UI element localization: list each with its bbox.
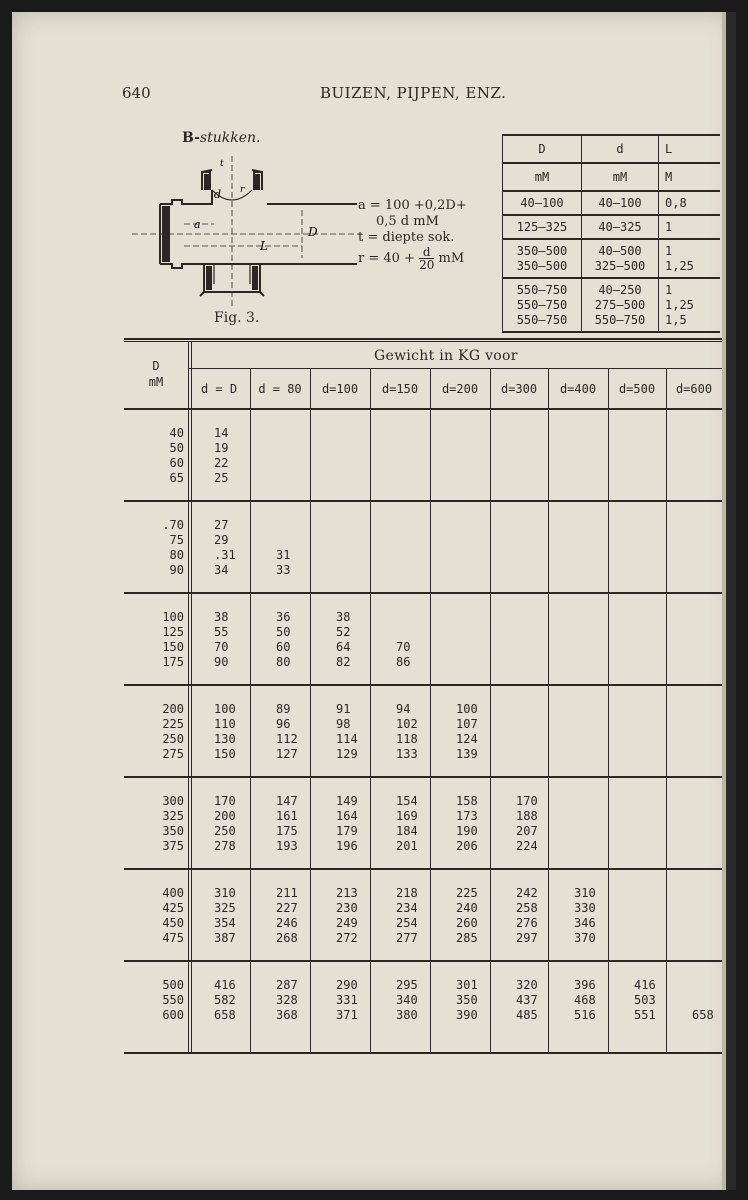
table-cell: 287 328 368: [276, 978, 298, 1022]
col-header: d=200: [441, 382, 479, 396]
group-divider: [124, 684, 722, 686]
table-cell: 310 330 346 370: [574, 886, 596, 945]
col-header-D: D: [503, 135, 582, 163]
pipe-tee-diagram: [132, 152, 362, 312]
table-cell: 170 188 207 224: [516, 794, 538, 853]
group-divider: [124, 776, 722, 778]
row-D-values: 200 225 250 275: [162, 702, 184, 761]
svg-text:d: d: [214, 188, 222, 201]
row-header: D mM: [148, 359, 164, 389]
table-cell: 31 33: [276, 548, 291, 577]
book-spine: [726, 12, 736, 1190]
page-number: 640: [122, 84, 151, 102]
column-divider: [490, 368, 491, 1052]
svg-text:D: D: [308, 225, 318, 239]
table-cell: 149 164 179 196: [336, 794, 358, 853]
table-cell: 310 325 354 387: [214, 886, 236, 945]
svg-text:L: L: [260, 239, 268, 253]
formula-a-line1: a = 100 +0,2D+: [358, 198, 467, 213]
row-D-values: 500 550 600: [162, 978, 184, 1022]
column-divider: [310, 368, 311, 1052]
row-D-values: 300 325 350 375: [162, 794, 184, 853]
col-header: d=600: [675, 382, 713, 396]
table-row: 350—500 350—500 40—500 325—500 1 1,25: [503, 239, 721, 278]
col-header: d=400: [559, 382, 597, 396]
table-cell: 70 86: [396, 640, 411, 669]
svg-text:r: r: [240, 185, 245, 195]
unit-D: mM: [503, 163, 582, 191]
col-header: d = 80: [258, 382, 302, 396]
header-divider: [188, 368, 722, 369]
table-cell: 213 230 249 272: [336, 886, 358, 945]
svg-text:a: a: [194, 218, 201, 231]
table-cell: 225 240 260 285: [456, 886, 478, 945]
column-divider: [370, 368, 371, 1052]
table-cell: 38 55 70 90: [214, 610, 229, 669]
table-cell: 211 227 246 268: [276, 886, 298, 945]
weight-table-title: Gewicht in KG voor: [374, 348, 518, 364]
table-top-rule-thin: [124, 341, 722, 342]
table-cell: 94 102 118 133: [396, 702, 418, 761]
column-divider: [608, 368, 609, 1052]
svg-text:t: t: [220, 159, 224, 169]
col-header: d = D: [200, 382, 238, 396]
table-cell: 170 200 250 278: [214, 794, 236, 853]
table-row: 125—325 40—325 1: [503, 215, 721, 239]
column-divider: [666, 368, 667, 1052]
table-cell: 158 173 190 206: [456, 794, 478, 853]
col-header: d=500: [618, 382, 656, 396]
table-cell: 658: [692, 1008, 714, 1022]
table-cell: 147 161 175 193: [276, 794, 298, 853]
table-cell: 242 258 276 297: [516, 886, 538, 945]
group-divider: [124, 592, 722, 594]
table-bottom-rule: [124, 1052, 722, 1054]
table-cell: 218 234 254 277: [396, 886, 418, 945]
table-cell: 100 110 130 150: [214, 702, 236, 761]
figure-title: B-stukken.: [182, 130, 261, 146]
col-header: d=150: [381, 382, 419, 396]
row-D-values: 40 50 60 65: [169, 426, 184, 485]
table-cell: 396 468 516: [574, 978, 596, 1022]
col-header: d=300: [500, 382, 538, 396]
table-cell: 89 96 112 127: [276, 702, 298, 761]
table-cell: 14 19 22 25: [214, 426, 229, 485]
book-page: [12, 12, 736, 1190]
row-D-values: 100 125 150 175: [162, 610, 184, 669]
unit-L: M: [659, 163, 721, 191]
length-table: [502, 134, 720, 333]
table-cell: 320 437 485: [516, 978, 538, 1022]
row-D-values: 400 425 450 475: [162, 886, 184, 945]
formula-r-line: r = 40 + $\frac{d}{20}$ mM: [358, 245, 465, 272]
group-divider: [124, 960, 722, 962]
row-D-values: .70 75 80 90: [162, 518, 184, 577]
column-divider: [548, 368, 549, 1052]
table-cell: 301 350 390: [456, 978, 478, 1022]
group-divider: [124, 868, 722, 870]
col-header-d: d: [582, 135, 659, 163]
table-cell: 416 503 551: [634, 978, 656, 1022]
formula-block: [358, 198, 467, 271]
col-header: d=100: [321, 382, 359, 396]
column-divider: [191, 342, 192, 1052]
group-divider: [124, 408, 722, 410]
table-cell: 154 169 184 201: [396, 794, 418, 853]
table-cell: 295 340 380: [396, 978, 418, 1022]
column-divider: [430, 368, 431, 1052]
group-divider: [124, 500, 722, 502]
table-cell: 38 52 64 82: [336, 610, 351, 669]
col-header-L: L: [659, 135, 721, 163]
table-row: 550—750 550—750 550—750 40—250 275—500 550—750 1 1,25 1,5: [503, 278, 721, 332]
column-divider: [188, 342, 189, 1052]
running-head: BUIZEN, PIJPEN, ENZ.: [320, 84, 507, 102]
table-top-rule: [124, 338, 722, 340]
formula-t-line: t = diepte sok.: [358, 230, 455, 245]
table-cell: 36 50 60 80: [276, 610, 291, 669]
table-cell: 100 107 124 139: [456, 702, 478, 761]
unit-d: mM: [582, 163, 659, 191]
figure-caption: Fig. 3.: [214, 310, 260, 326]
table-cell: 91 98 114 129: [336, 702, 358, 761]
formula-a-line2: 0,5 d mM: [376, 214, 439, 229]
table-cell: 27 29 .31 34: [214, 518, 236, 577]
table-cell: 416 582 658: [214, 978, 236, 1022]
table-cell: 290 331 371: [336, 978, 358, 1022]
column-divider: [250, 368, 251, 1052]
table-row: 40—100 40—100 0,8: [503, 191, 721, 215]
